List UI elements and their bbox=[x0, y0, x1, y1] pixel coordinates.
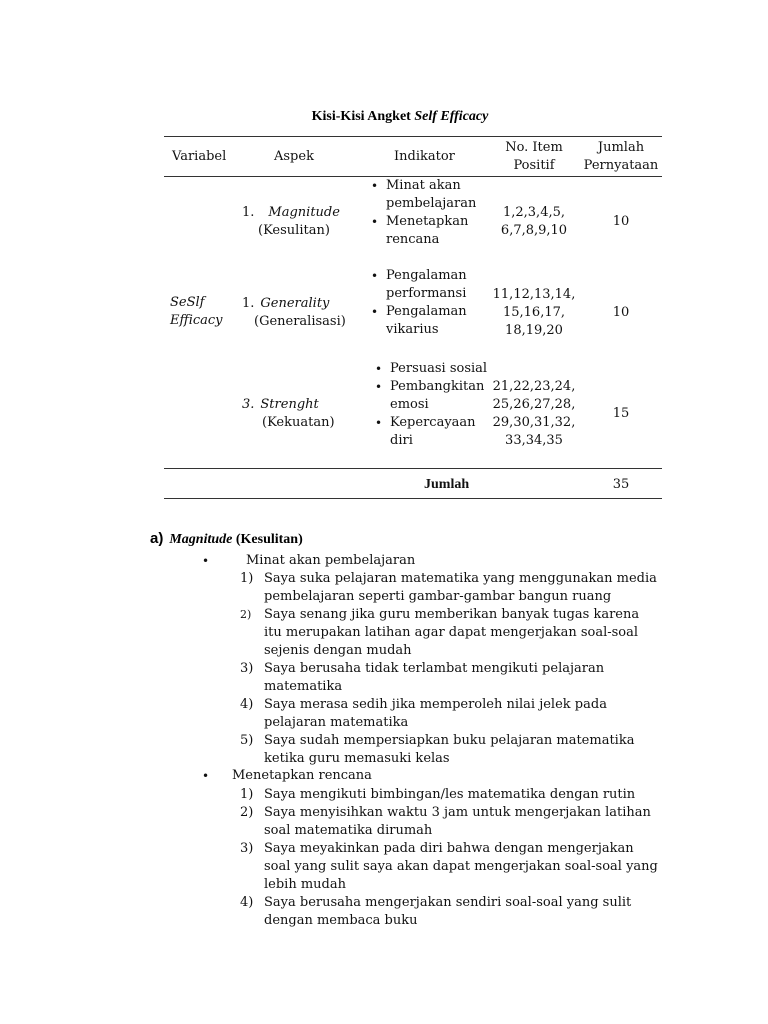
statement-item bbox=[240, 840, 660, 894]
header-no-item-line2: Positif bbox=[513, 158, 555, 173]
bullet-dot: • bbox=[202, 554, 210, 568]
statement-item bbox=[240, 732, 660, 768]
indikator-item: • Persuasi sosial bbox=[370, 360, 488, 378]
aspek-sub: (Kekuatan) bbox=[262, 415, 335, 430]
bullet-dot: • bbox=[202, 769, 210, 783]
indikator-list bbox=[370, 360, 488, 450]
aspek-cell bbox=[242, 396, 335, 432]
statement-number: 4) bbox=[240, 895, 254, 910]
aspek-cell bbox=[242, 295, 346, 331]
statement-text: Saya merasa sedih jika memperoleh nilai jelek pada pelajaran matematika bbox=[264, 697, 607, 730]
group-bullet-label: Menetapkan rencana bbox=[232, 768, 372, 783]
aspek-sub: (Generalisasi) bbox=[254, 314, 346, 329]
jumlah-cell: 10 bbox=[612, 305, 630, 320]
statement-number: 4) bbox=[240, 697, 254, 712]
indikator-item: • Menetapkan rencana bbox=[366, 213, 484, 249]
table-title-prefix: Kisi-Kisi Angket bbox=[311, 109, 415, 124]
header-aspek: Aspek bbox=[274, 149, 314, 164]
indikator-list bbox=[366, 267, 484, 339]
header-no-item-line1: No. Item bbox=[505, 140, 563, 155]
aspek-number: 1. bbox=[242, 296, 255, 311]
table-title bbox=[0, 109, 768, 125]
aspek-number: 3. bbox=[242, 397, 255, 412]
statement-text: Saya senang jika guru memberikan banyak tugas karena itu merupakan latihan agar dapat mengerjakan soal-soal sejenis dengan mudah bbox=[264, 607, 640, 658]
header-no-item bbox=[486, 139, 582, 175]
statement-number: 1) bbox=[240, 787, 254, 802]
indikator-item: • Kepercayaan diri bbox=[370, 414, 488, 450]
statement-number: 1) bbox=[240, 571, 254, 586]
aspek-sub: (Kesulitan) bbox=[258, 223, 330, 238]
statement-text: Saya menyisihkan waktu 3 jam untuk mengerjakan latihan soal matematika dirumah bbox=[264, 805, 651, 838]
statement-text: Saya meyakinkan pada diri bahwa dengan mengerjakan soal yang sulit saya akan dapat mengerjakan soal-soal yang lebih mudah bbox=[264, 841, 658, 892]
item-numbers bbox=[486, 286, 582, 340]
section-title-rest: (Kesulitan) bbox=[235, 532, 303, 547]
statement-number: 2) bbox=[240, 805, 254, 820]
indikator-list bbox=[366, 177, 484, 249]
item-numbers-line: 15,16,17, bbox=[502, 305, 566, 320]
section-title-italic: Magnitude bbox=[169, 532, 233, 547]
aspek-number: 1. bbox=[242, 205, 255, 220]
aspek-name: Magnitude bbox=[268, 205, 340, 220]
header-jumlah-line2: Pernyataan bbox=[583, 158, 659, 173]
aspek-cell bbox=[242, 204, 340, 240]
table-title-italic: Self Efficacy bbox=[414, 109, 489, 124]
indikator-item: • Minat akan pembelajaran bbox=[366, 177, 484, 213]
statement-number: 3) bbox=[240, 661, 254, 676]
statement-text: Saya suka pelajaran matematika yang menggunakan media pembelajaran seperti gambar-gambar bangun ruang bbox=[264, 571, 657, 604]
statement-text: Saya sudah mempersiapkan buku pelajaran matematika ketika guru memasuki kelas bbox=[264, 733, 635, 766]
item-numbers-line: 33,34,35 bbox=[505, 433, 563, 448]
statement-number: 2) bbox=[240, 608, 252, 621]
statement-text: Saya berusaha mengerjakan sendiri soal-soal yang sulit dengan membaca buku bbox=[264, 895, 632, 928]
table-top-rule bbox=[164, 136, 662, 137]
item-numbers-line: 29,30,31,32, bbox=[492, 415, 576, 430]
statement-item bbox=[240, 804, 660, 840]
variabel-line2: Efficacy bbox=[170, 313, 223, 328]
aspek-name: Generality bbox=[260, 296, 330, 311]
section-label: a) bbox=[150, 530, 164, 547]
indikator-item: • Pembangkitan emosi bbox=[370, 378, 488, 414]
statement-item bbox=[240, 660, 660, 696]
item-numbers-line: 6,7,8,9,10 bbox=[500, 223, 568, 238]
item-numbers-line: 25,26,27,28, bbox=[492, 397, 576, 412]
statement-text: Saya mengikuti bimbingan/les matematika dengan rutin bbox=[264, 787, 636, 802]
statement-number: 3) bbox=[240, 841, 254, 856]
indikator-item: • Pengalaman vikarius bbox=[366, 303, 484, 339]
variabel-cell bbox=[170, 294, 223, 330]
statement-number: 5) bbox=[240, 733, 254, 748]
item-numbers-line: 11,12,13,14, bbox=[492, 287, 576, 302]
jumlah-cell: 10 bbox=[612, 214, 630, 229]
statement-list bbox=[240, 786, 660, 930]
variabel-line1: SeSlf bbox=[170, 295, 205, 310]
total-label: Jumlah bbox=[424, 477, 470, 492]
header-jumlah bbox=[582, 139, 660, 175]
item-numbers bbox=[486, 378, 582, 450]
header-indikator: Indikator bbox=[394, 149, 455, 164]
group-bullet-label: Minat akan pembelajaran bbox=[246, 553, 416, 568]
indikator-item: • Pengalaman performansi bbox=[366, 267, 484, 303]
statement-text: Saya berusaha tidak terlambat mengikuti pelajaran matematika bbox=[264, 661, 605, 694]
statement-item bbox=[240, 894, 660, 930]
statement-item bbox=[240, 786, 660, 804]
statement-item bbox=[240, 696, 660, 732]
total-value: 35 bbox=[612, 477, 630, 492]
aspek-name: Strenght bbox=[260, 397, 319, 412]
jumlah-cell: 15 bbox=[612, 406, 630, 421]
item-numbers-line: 1,2,3,4,5, bbox=[502, 205, 566, 220]
table-total-rule bbox=[164, 468, 662, 469]
section-heading bbox=[150, 530, 303, 548]
item-numbers-line: 18,19,20 bbox=[505, 323, 563, 338]
header-variabel: Variabel bbox=[172, 149, 227, 164]
statement-list bbox=[240, 570, 660, 768]
statement-item bbox=[240, 570, 660, 606]
item-numbers bbox=[486, 204, 582, 240]
header-jumlah-line1: Jumlah bbox=[597, 140, 645, 155]
table-bottom-rule bbox=[164, 498, 662, 499]
item-numbers-line: 21,22,23,24, bbox=[492, 379, 576, 394]
statement-item bbox=[240, 606, 660, 660]
